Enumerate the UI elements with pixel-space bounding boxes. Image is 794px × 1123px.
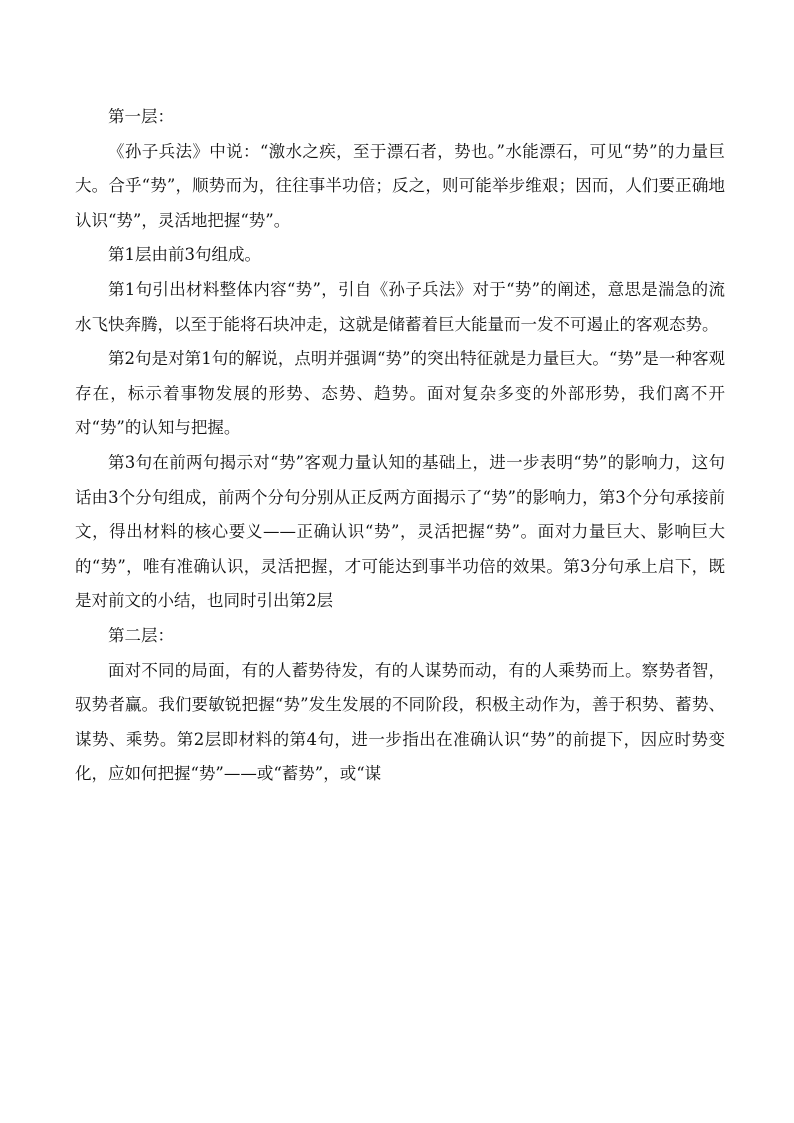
paragraph-layer-1-summary: 第1层由前3句组成。 [108, 245, 261, 265]
quote-paragraph: 《孙子兵法》中说：“激水之疾，至于漂石者，势也。”水能漂石，可见“势”的力量巨大。合乎“势”，顺势而为，往往事半功倍；反之，则可能举步维艰；因而，人们要正确地认识“势”，灵活地把握“势”。 [75, 141, 725, 230]
paragraph-sentence-3: 第3句在前两句揭示对“势”客观力量认知的基础上，进一步表明“势”的影响力，这句话由3个分句组成，前两个分句分别从正反两方面揭示了“势”的影响力，第3个分句承接前文，得出材料的核心要义——正确认识“势”，灵活把握“势”。面对力量巨大、影响巨大的“势”，唯有准确认识，灵活把握，才可能达到事半功倍的效果。第3分句承上启下，既是对前文的小结，也同时引出第2层 [75, 452, 725, 611]
paragraph-sentence-2: 第2句是对第1句的解说，点明并强调“势”的突出特征就是力量巨大。“势”是一种客观存在，标示着事物发展的形势、态势、趋势。面对复杂多变的外部形势，我们离不开对“势”的认知与把握。 [75, 349, 725, 438]
section-heading-layer-2: 第二层： [108, 625, 174, 645]
paragraph-sentence-1: 第1句引出材料整体内容“势”，引自《孙子兵法》对于“势”的阐述，意思是湍急的流水飞快奔腾，以至于能将石块冲走，这就是储蓄着巨大能量而一发不可遏止的客观态势。 [75, 279, 725, 334]
section-heading-layer-1: 第一层： [108, 107, 174, 126]
paragraph-layer-2: 面对不同的局面，有的人蓄势待发，有的人谋势而动，有的人乘势而上。察势者智，驭势者赢。我们要敏锐把握“势”发生发展的不同阶段，积极主动作为，善于积势、蓄势、谋势、乘势。第2层即材料的第4句，进一步指出在准确认识“势”的前提下，因应时势变化，应如何把握“势”——或“蓄势”，或“谋 [75, 660, 725, 784]
document-page [75, 100, 725, 792]
